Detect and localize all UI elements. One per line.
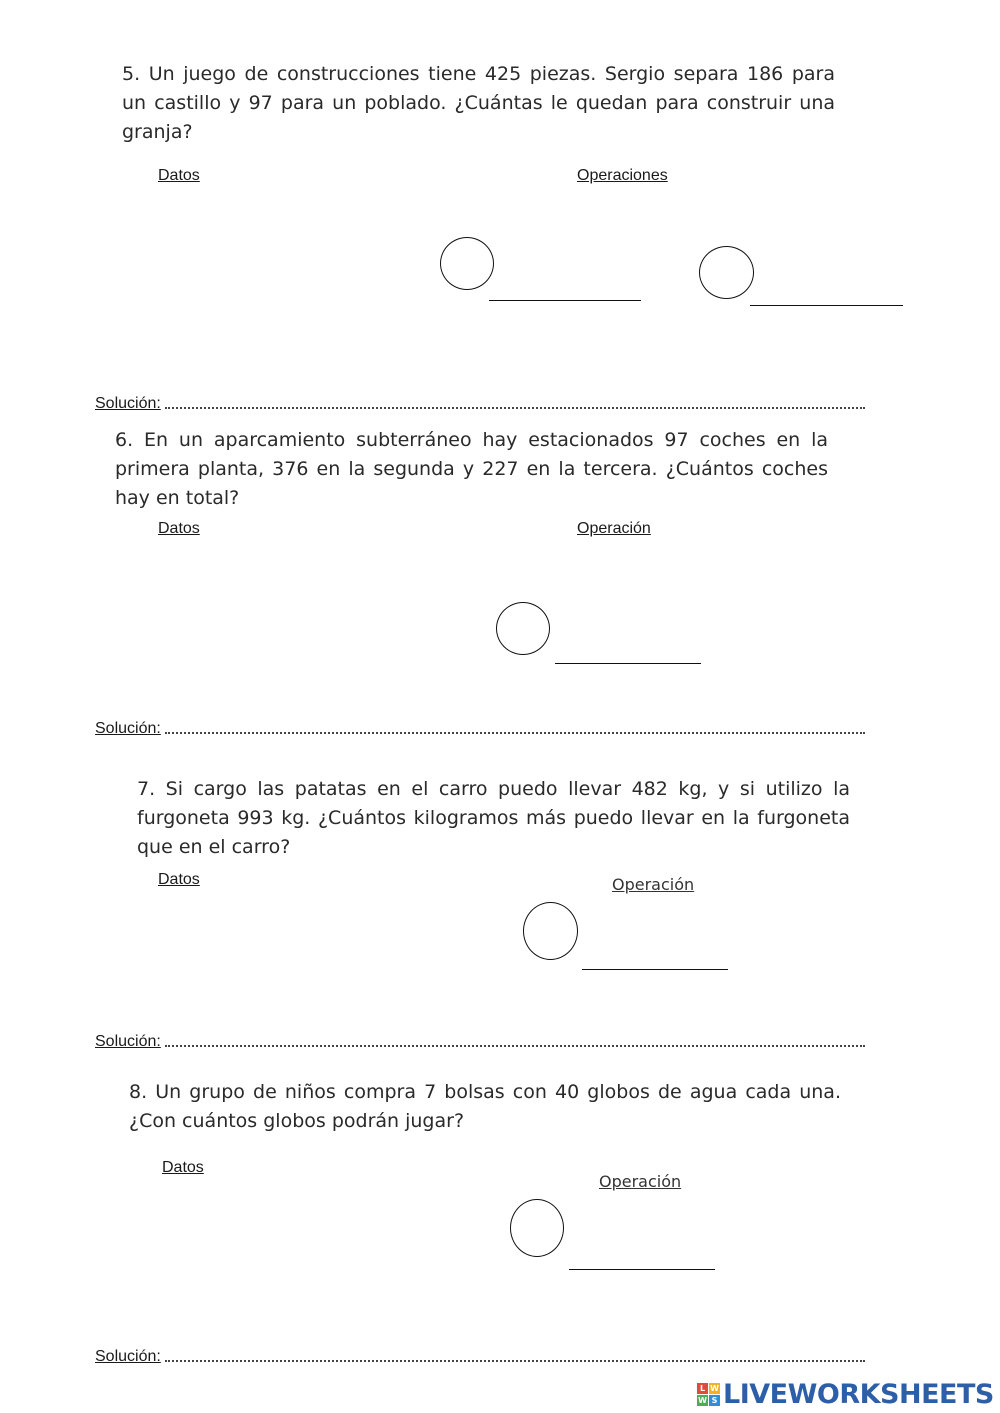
problem-6-operation-circle[interactable]	[496, 602, 550, 655]
problem-8-operation-circle[interactable]	[510, 1199, 564, 1257]
problem-7-text: 7. Si cargo las patatas en el carro puedo llevar 482 kg, y si utilizo la furgoneta 993 kg. ¿Cuántos kilogramos más puedo llevar en la furgoneta que en el carro?	[137, 778, 850, 858]
problem-8-operacion-label: Operación	[599, 1172, 682, 1191]
problem-6-solucion-label: Solución:	[95, 720, 161, 737]
badge-letter-1: L	[697, 1383, 708, 1394]
problem-6-operacion-label: Operación	[577, 520, 651, 537]
problem-6-operation-line	[555, 663, 701, 664]
problem-6-solucion[interactable]	[95, 718, 865, 738]
problem-5-operation-circle-2[interactable]	[699, 246, 754, 299]
problem-5-operation-line-1	[489, 300, 641, 301]
problem-5-solucion[interactable]	[95, 393, 865, 413]
problem-7-operacion-label: Operación	[612, 875, 695, 894]
problem-6-solucion-answer-line[interactable]	[165, 732, 865, 734]
problem-7-operation-line	[582, 969, 728, 970]
problem-8-solucion[interactable]	[95, 1346, 865, 1366]
problem-7-solucion-label: Solución:	[95, 1033, 161, 1050]
problem-8-datos-label: Datos	[162, 1159, 204, 1176]
problem-6-datos-label: Datos	[158, 520, 200, 537]
problem-7-operation-circle[interactable]	[523, 902, 578, 960]
problem-8-operation-line	[569, 1269, 715, 1270]
problem-5-operation-circle-1[interactable]	[440, 237, 494, 290]
problem-8-text: 8. Un grupo de niños compra 7 bolsas con 40 globos de agua cada una. ¿Con cuántos globos podrán jugar?	[129, 1081, 841, 1132]
problem-7-datos-label: Datos	[158, 871, 200, 888]
problem-5-datos-label: Datos	[158, 167, 200, 184]
problem-7-solucion[interactable]	[95, 1031, 865, 1051]
problem-8-solucion-answer-line[interactable]	[165, 1360, 865, 1362]
badge-letter-2: W	[710, 1383, 719, 1393]
badge-letter-3: W	[698, 1395, 707, 1405]
problem-6-text: 6. En un aparcamiento subterráneo hay estacionados 97 coches en la primera planta, 376 en la segunda y 227 en la tercera. ¿Cuántos coches hay en total?	[115, 429, 828, 509]
liveworksheets-logo-text: LIVEWORKSHEETS	[723, 1378, 994, 1410]
problem-8-solucion-label: Solución:	[95, 1348, 161, 1365]
liveworksheets-badge-icon	[697, 1383, 720, 1406]
problem-5-solucion-label: Solución:	[95, 395, 161, 412]
badge-letter-4: S	[709, 1395, 720, 1406]
problem-7-solucion-answer-line[interactable]	[165, 1045, 865, 1047]
liveworksheets-logo	[697, 1378, 994, 1410]
problem-5-operation-line-2	[750, 305, 903, 306]
problem-5-operaciones-label: Operaciones	[577, 167, 668, 184]
problem-5-solucion-answer-line[interactable]	[165, 407, 865, 409]
problem-5-text: 5. Un juego de construcciones tiene 425 piezas. Sergio separa 186 para un castillo y 97 para un poblado. ¿Cuántas le quedan para construir una granja?	[122, 63, 835, 143]
